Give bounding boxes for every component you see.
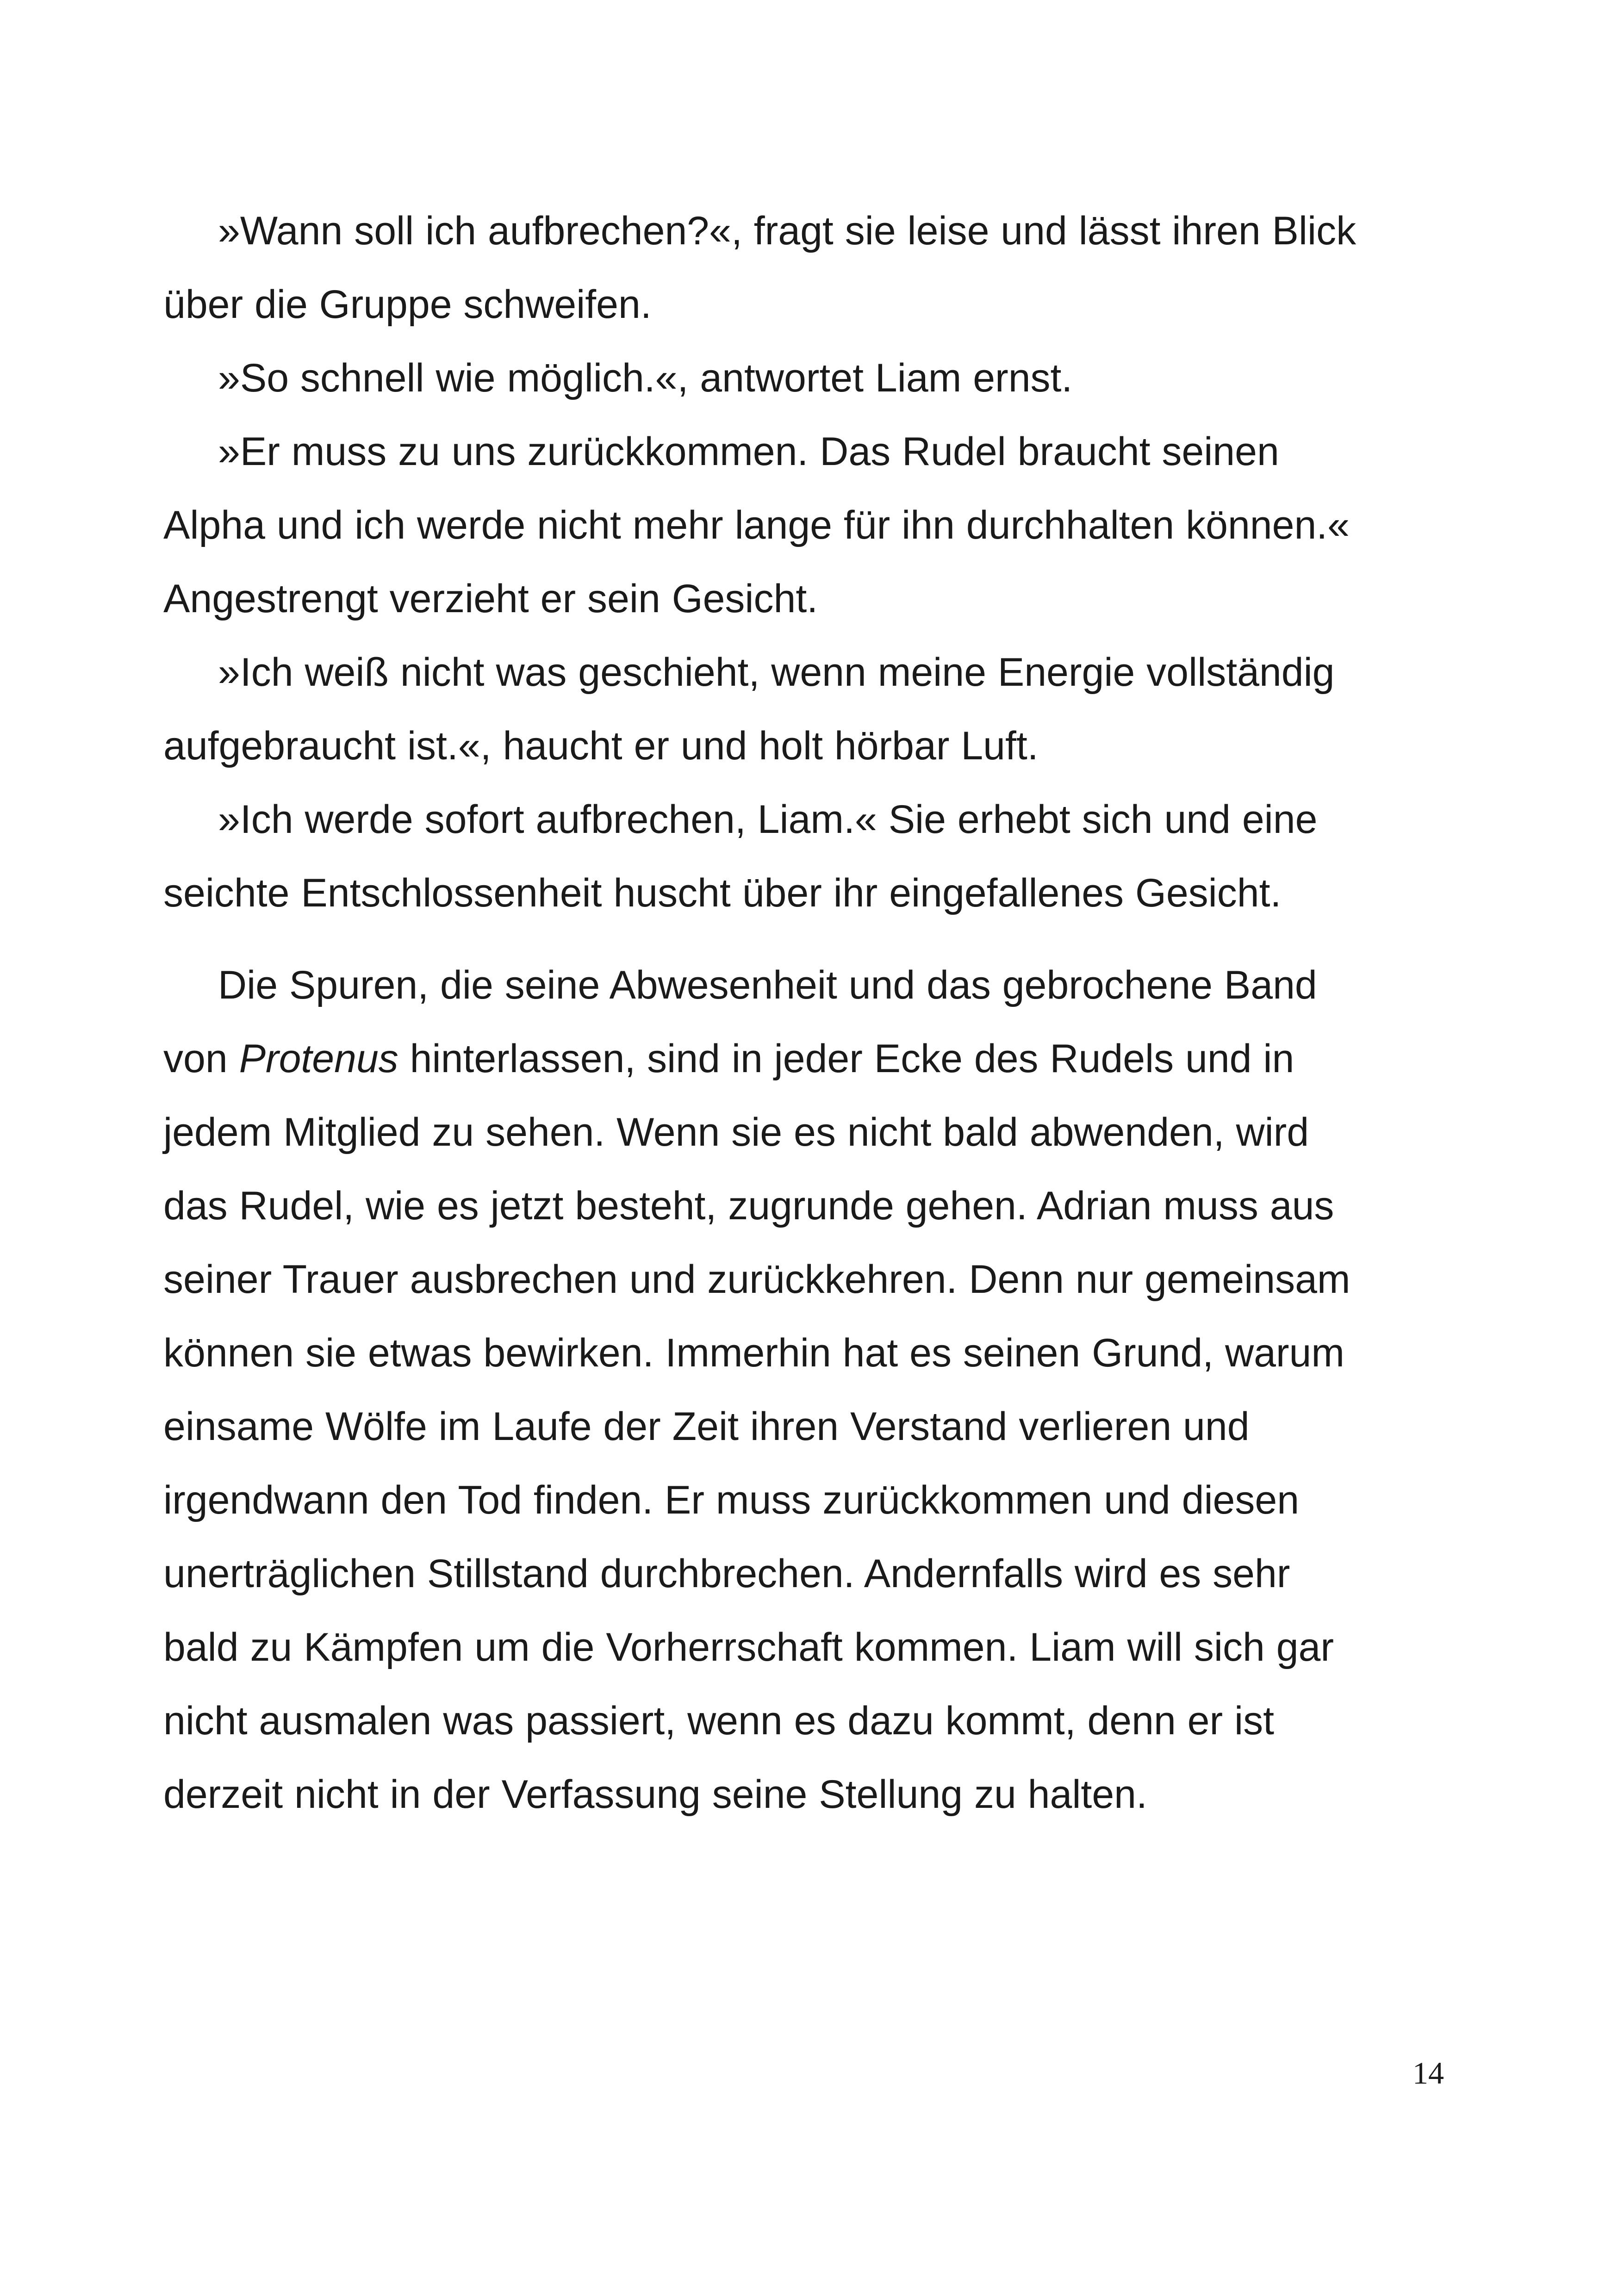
dialogue-paragraph bbox=[163, 636, 1441, 783]
text-line: bald zu Kämpfen um die Vorherrschaft kommen. Liam will sich gar bbox=[163, 1625, 1334, 1669]
text-line: seiner Trauer ausbrechen und zurückkehren. Denn nur gemeinsam bbox=[163, 1257, 1350, 1302]
text-line: unerträglichen Stillstand durchbrechen. Andernfalls wird es sehr bbox=[163, 1551, 1290, 1596]
text-line: irgendwann den Tod finden. Er muss zurückkommen und diesen bbox=[163, 1478, 1300, 1522]
dialogue-paragraph bbox=[163, 341, 1441, 415]
text-fragment: hinterlassen, sind in jeder Ecke des Rudels und in bbox=[398, 1036, 1294, 1081]
italic-name: Protenus bbox=[239, 1036, 398, 1081]
text-line: Die Spuren, die seine Abwesenheit und das gebrochene Band bbox=[218, 963, 1317, 1007]
text-fragment: von bbox=[163, 1036, 239, 1081]
text-line: nicht ausmalen was passiert, wenn es dazu kommt, denn er ist bbox=[163, 1699, 1275, 1743]
text-line: können sie etwas bewirken. Immerhin hat es seinen Grund, warum bbox=[163, 1331, 1345, 1375]
text-line: einsame Wölfe im Laufe der Zeit ihren Verstand verlieren und bbox=[163, 1404, 1250, 1449]
text-line: »So schnell wie möglich.«, antwortet Liam ernst. bbox=[218, 356, 1073, 400]
text-line: »Wann soll ich aufbrechen?«, fragt sie leise und lässt ihren Blick bbox=[218, 209, 1357, 253]
text-line: das Rudel, wie es jetzt besteht, zugrunde gehen. Adrian muss aus bbox=[163, 1184, 1334, 1228]
text-line: jedem Mitglied zu sehen. Wenn sie es nicht bald abwenden, wird bbox=[163, 1110, 1309, 1154]
page-number: 14 bbox=[1413, 2055, 1444, 2091]
text-line: Angestrengt verzieht er sein Gesicht. bbox=[163, 577, 818, 621]
text-line: »Er muss zu uns zurückkommen. Das Rudel braucht seinen bbox=[218, 429, 1279, 474]
text-line: Alpha und ich werde nicht mehr lange für ihn durchhalten können.« bbox=[163, 503, 1350, 547]
text-line: »Ich werde sofort aufbrechen, Liam.« Sie erhebt sich und eine bbox=[218, 797, 1318, 842]
text-line: über die Gruppe schweifen. bbox=[163, 282, 652, 327]
text-line: aufgebraucht ist.«, haucht er und holt hörbar Luft. bbox=[163, 724, 1039, 768]
text-line: seichte Entschlossenheit huscht über ihr eingefallenes Gesicht. bbox=[163, 871, 1282, 915]
paragraph-gap bbox=[163, 930, 1441, 949]
text-line: derzeit nicht in der Verfassung seine Stellung zu halten. bbox=[163, 1772, 1147, 1817]
page-body bbox=[163, 194, 1441, 1831]
text-line bbox=[163, 1022, 1441, 1096]
narrative-paragraph bbox=[163, 949, 1441, 1831]
dialogue-paragraph bbox=[163, 194, 1441, 341]
dialogue-paragraph bbox=[163, 783, 1441, 930]
dialogue-paragraph bbox=[163, 415, 1441, 636]
text-line: »Ich weiß nicht was geschieht, wenn meine Energie vollständig bbox=[218, 650, 1335, 695]
